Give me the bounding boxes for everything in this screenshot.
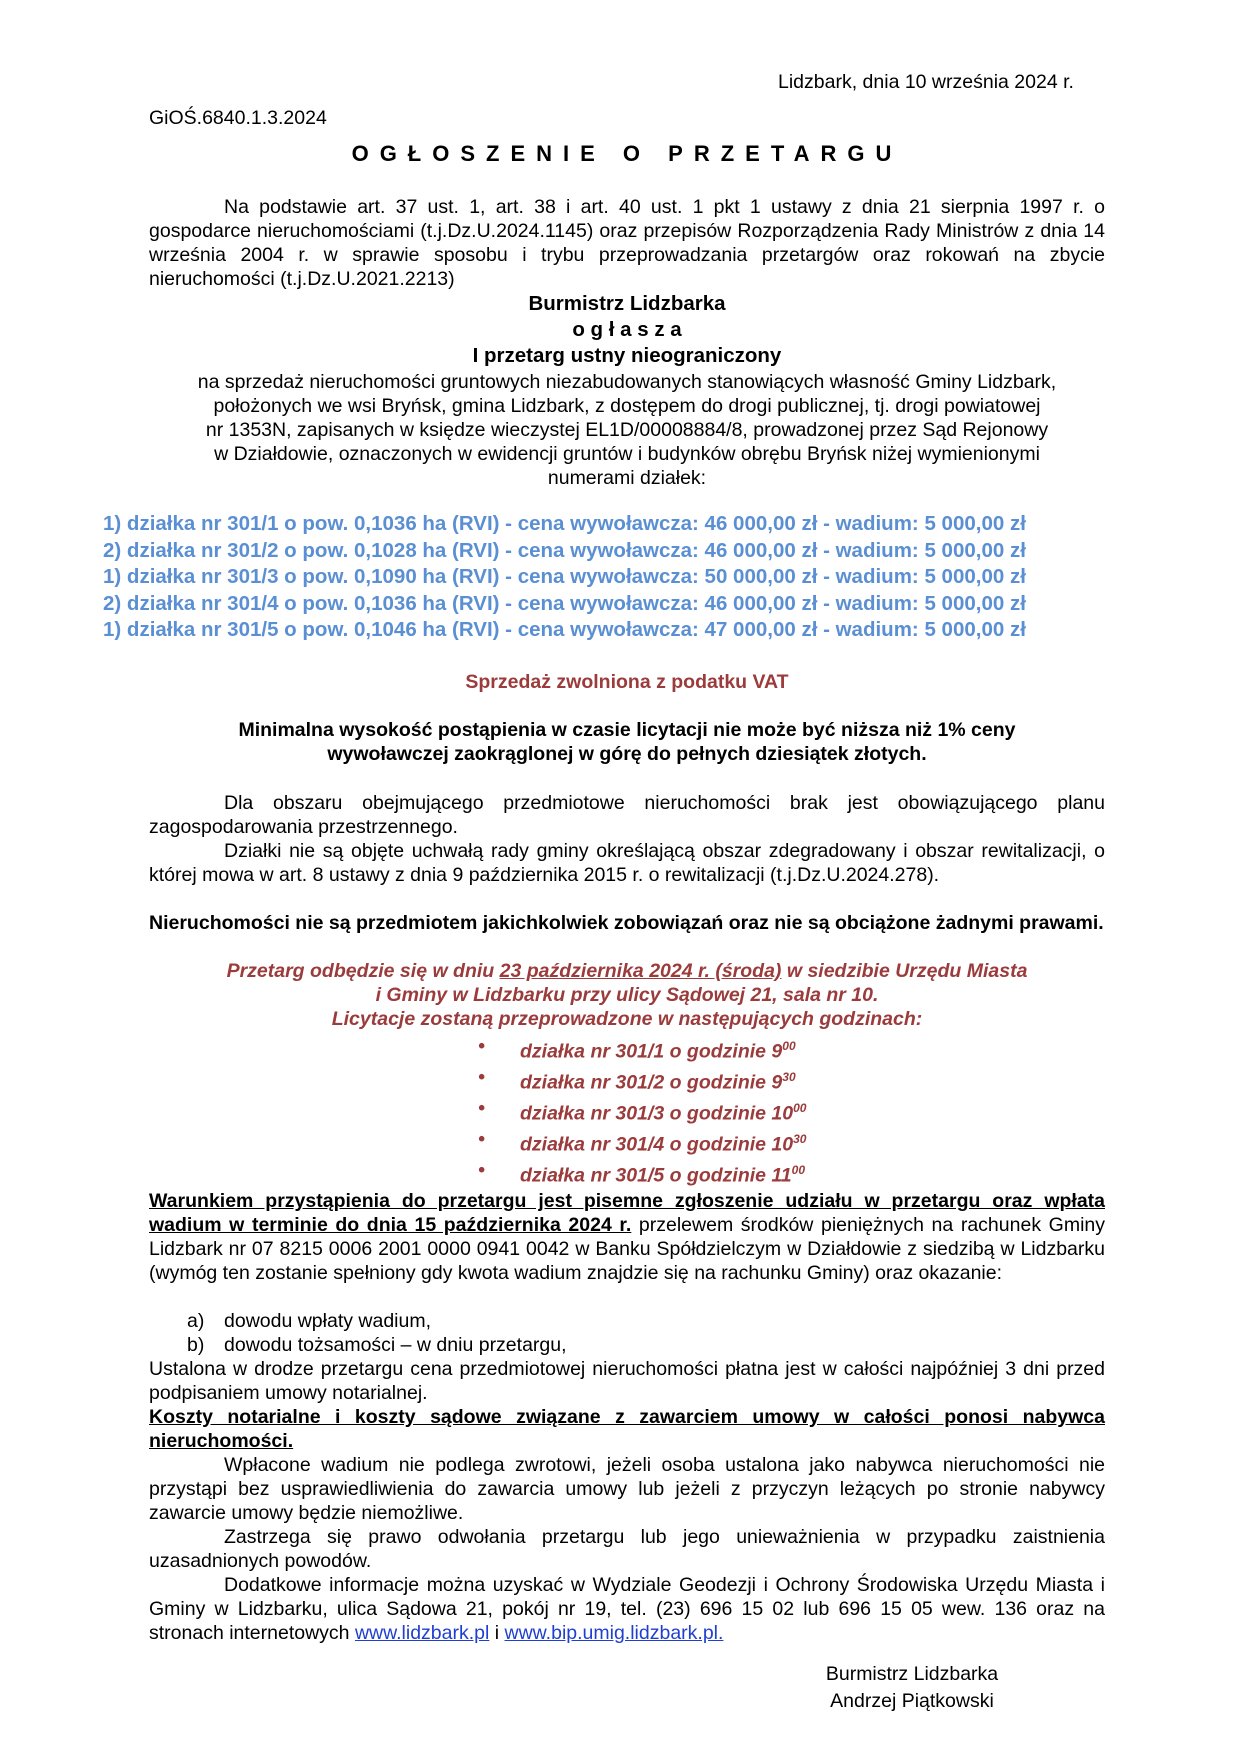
subject-line: nr 1353N, zapisanych w księdze wieczystej EL1D/00008884/8, prowadzonej przez Sąd Rejonowy bbox=[205, 419, 1049, 441]
planning-paragraph: Dla obszaru obejmującego przedmiotowe nieruchomości brak jest obowiązującego planu zagospodarowania przestrzennego. bbox=[149, 792, 1105, 838]
deposit-paragraph bbox=[149, 1189, 1105, 1285]
schedule-item: • działka nr 301/2 o godzinie $9^{30}$ bbox=[478, 1066, 796, 1094]
place-date: Lidzbark, dnia 10 września 2024 r. bbox=[778, 71, 1074, 93]
parcel-item: 2) działka nr 301/4 o pow. 0,1036 ha (RVI) - cena wywoławcza: 46 000,00 zł - wadium: 5 000,00 zł bbox=[103, 591, 1026, 615]
subject-line: na sprzedaż nieruchomości gruntowych niezabudowanych stanowiących własność Gminy Lidzbark, bbox=[197, 371, 1057, 393]
announcer-verb: o g ł a s z a bbox=[572, 318, 682, 341]
schedule-item: • działka nr 301/5 o godzinie $11^{00}$ bbox=[478, 1159, 806, 1187]
bullet-icon: • bbox=[478, 1159, 485, 1181]
contact-paragraph: Dodatkowe informacje można uzyskać w Wydziale Geodezji i Ochrony Środowiska Urzędu Miasta i Gminy w Lidzbarku, ulica Sądowa 21, pokój nr 19, tel. (23) 696 15 02 lub 696 15 05 wew. 136 oraz na stronach internetowych www.lidzbark.pl i www.bip.umig.lidzbark.pl. bbox=[149, 1574, 1105, 1644]
signature-block bbox=[812, 1662, 1012, 1713]
announcer-name: Burmistrz Lidzbarka bbox=[528, 292, 726, 315]
signature-title: Burmistrz Lidzbarka bbox=[825, 1663, 999, 1685]
parcel-list bbox=[103, 511, 1026, 644]
tender-location: i Gminy w Lidzbarku przy ulicy Sądowej 21, sala nr 10. bbox=[375, 984, 879, 1006]
tender-date: 23 października 2024 r. (środa) bbox=[499, 960, 782, 982]
bullet-icon: • bbox=[478, 1097, 485, 1119]
subject-line: położonych we wsi Bryńsk, gmina Lidzbark, z dostępem do drogi publicznej, tj. drogi powiatowej bbox=[213, 395, 1041, 417]
parcel-item: 1) działka nr 301/3 o pow. 0,1090 ha (RVI) - cena wywoławcza: 50 000,00 zł - wadium: 5 000,00 zł bbox=[103, 565, 1026, 588]
vat-note: Sprzedaż zwolniona z podatku VAT bbox=[465, 671, 789, 693]
document-title: OGŁOSZENIE O PRZETARGU bbox=[351, 141, 903, 166]
legal-basis-paragraph: Na podstawie art. 37 ust. 1, art. 38 i art. 40 ust. 1 pkt 1 ustawy z dnia 21 sierpnia 1997 r. o gospodarce nieruchomościami (t.j.Dz.U.2024.1145) oraz przepisów Rozporządzenia Rady Ministrów z dnia 14 września 2004 r. w sprawie sposobu i trybu przeprowadzania przetargów oraz rokowań na zbycie nieruchomości (t.j.Dz.U.2021.2213) bbox=[149, 196, 1105, 290]
encumbrance-paragraph: Nieruchomości nie są przedmiotem jakichkolwiek zobowiązań oraz nie są obciążone żadnymi prawami. bbox=[149, 912, 1104, 934]
cancellation-paragraph: Zastrzega się prawo odwołania przetargu lub jego unieważnienia w przypadku zaistnienia uzasadnionych powodów. bbox=[149, 1526, 1105, 1572]
minimum-bid-line: wywoławczej zaokrąglonej w górę do pełnych dziesiątek złotych. bbox=[327, 743, 927, 765]
minimum-bid-note bbox=[149, 718, 1105, 766]
reference-number: GiOŚ.6840.1.3.2024 bbox=[149, 107, 327, 129]
lidzbark-website-link[interactable]: www.lidzbark.pl bbox=[354, 1622, 490, 1644]
tender-info bbox=[149, 959, 1105, 1031]
subject-description bbox=[149, 370, 1105, 490]
deposit-condition: Warunkiem przystąpienia do przetargu jest pisemne zgłoszenie udziału w przetargu oraz wpłata wadium w terminie do dnia 15 października 2024 r. bbox=[149, 1190, 1105, 1236]
tender-date-line: Przetarg odbędzie się w dniu 23 października 2024 r. (środa) w siedzibie Urzędu Miasta bbox=[226, 960, 1028, 982]
schedule-intro: Licytacje zostaną przeprowadzone w następujących godzinach: bbox=[331, 1008, 923, 1030]
schedule-item: • działka nr 301/1 o godzinie $9^{00}$ bbox=[478, 1035, 796, 1063]
bullet-icon: • bbox=[478, 1128, 485, 1150]
required-documents bbox=[149, 1309, 1105, 1357]
parcel-item: 1) działka nr 301/1 o pow. 0,1036 ha (RVI) - cena wywoławcza: 46 000,00 zł - wadium: 5 000,00 zł bbox=[103, 512, 1026, 535]
parcel-item: 2) działka nr 301/2 o pow. 0,1028 ha (RVI) - cena wywoławcza: 46 000,00 zł - wadium: 5 000,00 zł bbox=[103, 538, 1026, 562]
parcel-item: 1) działka nr 301/5 o pow. 0,1046 ha (RVI) - cena wywoławcza: 47 000,00 zł - wadium: 5 000,00 zł bbox=[103, 618, 1026, 641]
document-item: a) dowodu wpłaty wadium, bbox=[187, 1310, 432, 1332]
payment-paragraph: Ustalona w drodze przetargu cena przedmiotowej nieruchomości płatna jest w całości najpóźniej 3 dni przed podpisaniem umowy notarialnej. bbox=[149, 1358, 1105, 1404]
subject-line: w Działdowie, oznaczonych w ewidencji gruntów i budynków obrębu Bryńsk niżej wymienionymi bbox=[214, 443, 1040, 465]
bullet-icon: • bbox=[478, 1066, 485, 1088]
forfeit-paragraph: Wpłacone wadium nie podlega zwrotowi, jeżeli osoba ustalona jako nabywca nieruchomości nie przystąpi bez usprawiedliwienia do zawarcia umowy lub jeżeli z przyczyn leżących po stronie nabywcy zawarcie umowy będzie niemożliwe. bbox=[149, 1454, 1105, 1524]
document-item: b) dowodu tożsamości – w dniu przetargu, bbox=[187, 1334, 567, 1356]
bip-website-link[interactable]: www.bip.umig.lidzbark.pl. bbox=[504, 1622, 724, 1644]
schedule-item: • działka nr 301/4 o godzinie $10^{30}$ bbox=[478, 1128, 807, 1156]
subject-line: numerami działek: bbox=[547, 467, 707, 489]
auction-schedule bbox=[478, 1034, 806, 1189]
schedule-item: • działka nr 301/3 o godzinie $10^{00}$ bbox=[478, 1097, 807, 1125]
minimum-bid-line: Minimalna wysokość postąpienia w czasie licytacji nie może być niższa niż 1% ceny bbox=[238, 719, 1016, 741]
deposit-details: przelewem środków pieniężnych na rachunek Gminy Lidzbark nr 07 8215 0006 2001 0000 0941 0042 w Banku Spółdzielczym w Działdowie z siedzibą w Lidzbarku (wymóg ten zostanie spełniony gdy kwota wadium znajdzie się na rachunku Gminy) oraz okazanie: bbox=[149, 1214, 1105, 1284]
revitalization-paragraph: Działki nie są objęte uchwałą rady gminy określającą obszar zdegradowany i obszar rewitalizacji, o której mowa w art. 8 ustawy z dnia 9 października 2015 r. o rewitalizacji (t.j.Dz.U.2024.278). bbox=[149, 840, 1105, 886]
bullet-icon: • bbox=[478, 1035, 485, 1057]
signature-name: Andrzej Piątkowski bbox=[830, 1690, 994, 1712]
costs-paragraph: Koszty notarialne i koszty sądowe związane z zawarciem umowy w całości ponosi nabywca nieruchomości. bbox=[149, 1406, 1105, 1452]
tender-type: I przetarg ustny nieograniczony bbox=[472, 344, 782, 367]
